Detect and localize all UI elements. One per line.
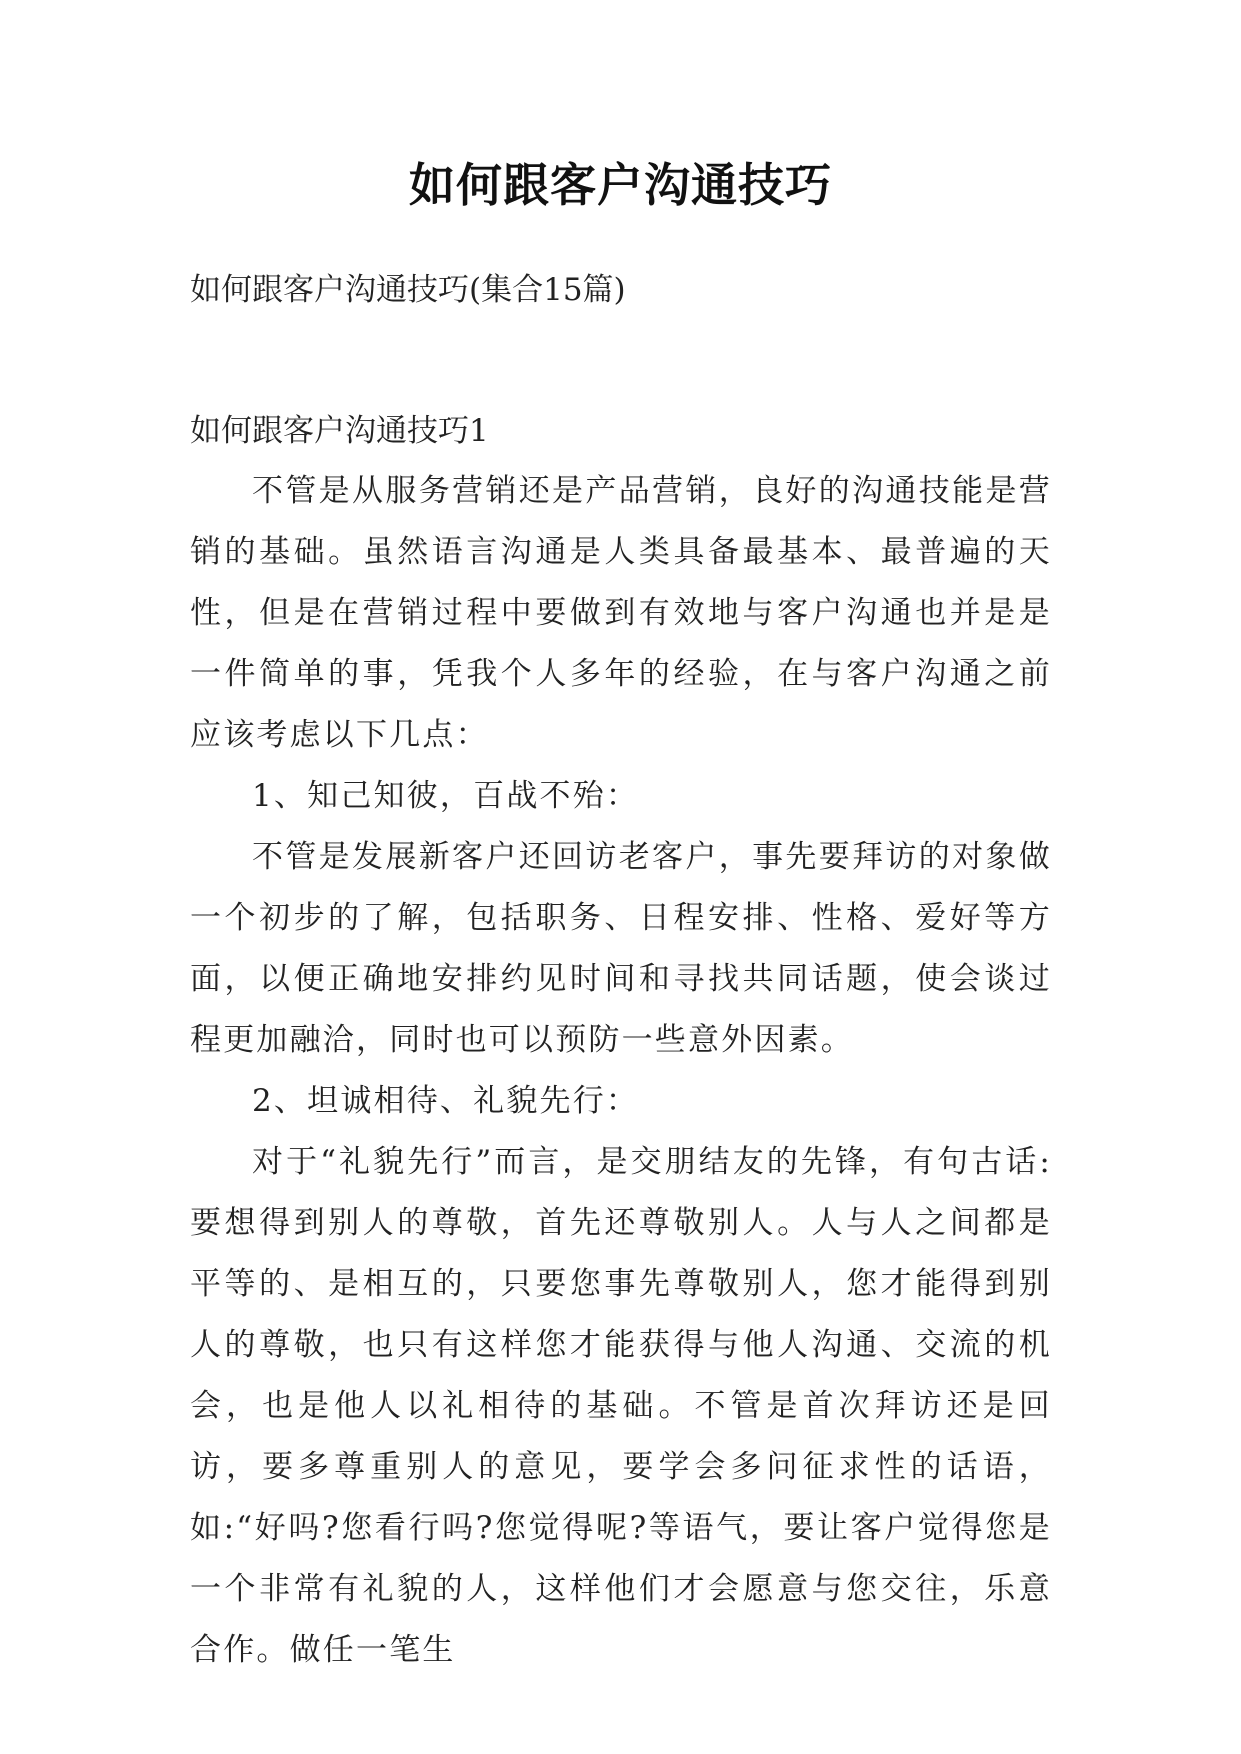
paragraph-intro: 不管是从服务营销还是产品营销，良好的沟通技能是营销的基础。虽然语言沟通是人类具备最基本、最普遍的天性，但是在营销过程中要做到有效地与客户沟通也并是是一件简单的事，凭我个人多年的经验，在与客户沟通之前应该考虑以下几点：	[190, 473, 1052, 753]
point-2-heading: 2、坦诚相待、礼貌先行：	[252, 1083, 640, 1119]
point-1-body: 不管是发展新客户还回访老客户，事先要拜访的对象做一个初步的了解，包括职务、日程安排、性格、爱好等方面，以便正确地安排约见时间和寻找共同话题，使会谈过程更加融洽，同时也可以预防一些意外因素。	[190, 839, 1052, 1058]
point-1-heading: 1、知己知彼，百战不殆：	[252, 778, 640, 814]
point-2-body: 对于“礼貌先行”而言，是交朋结友的先锋，有句古话:要想得到别人的尊敬，首先还尊敬别人。人与人之间都是平等的、是相互的，只要您事先尊敬别人，您才能得到别人的尊敬，也只有这样您才能获得与他人沟通、交流的机会，也是他人以礼相待的基础。不管是首次拜访还是回访，要多尊重别人的意见，要学会多问征求性的话语，如:“好吗?您看行吗?您觉得呢?等语气，要让客户觉得您是一个非常有礼貌的人，这样他们才会愿意与您交往，乐意合作。做任一笔生	[190, 1144, 1052, 1668]
section-heading: 如何跟客户沟通技巧1	[190, 413, 489, 449]
document-title: 如何跟客户沟通技巧	[409, 158, 832, 212]
document-subtitle: 如何跟客户沟通技巧(集合15篇)	[190, 272, 626, 308]
body-text	[190, 461, 1052, 1681]
